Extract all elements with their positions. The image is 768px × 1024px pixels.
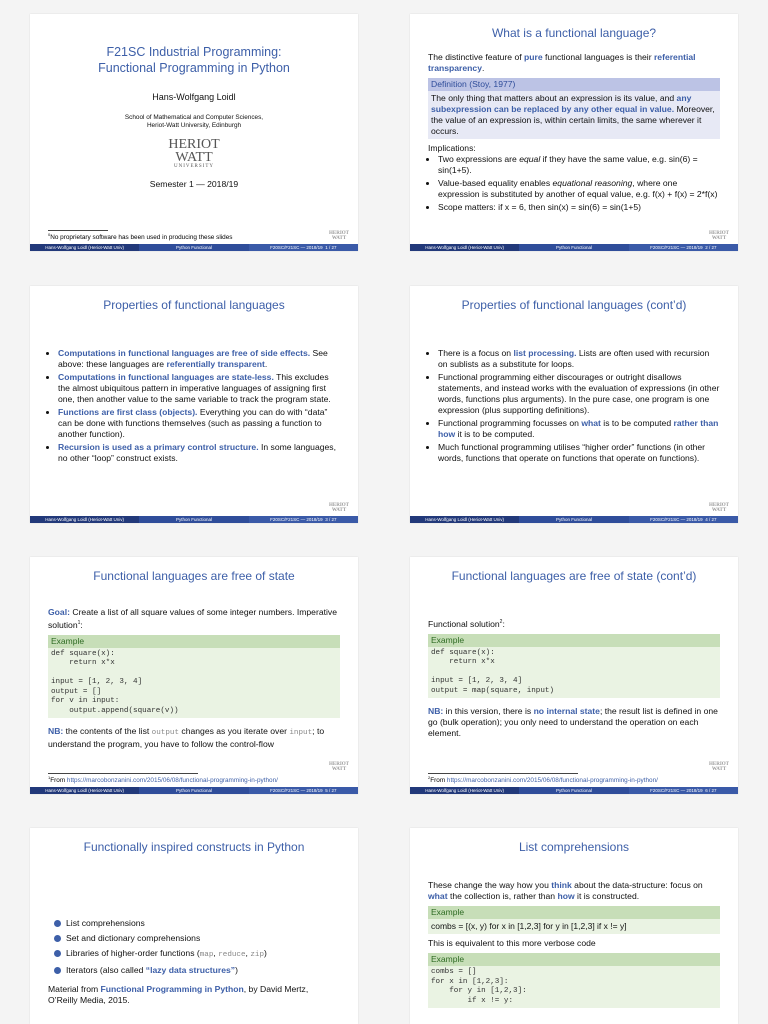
equivalent-text: This is equivalent to this more verbose code	[428, 938, 596, 948]
list-item	[54, 916, 340, 931]
implications-label: Implications:	[428, 143, 476, 153]
item-emph: Computations in functional languages are state-less.	[58, 372, 274, 382]
intro-emph-2: what	[428, 891, 448, 901]
slide-body	[48, 916, 340, 1006]
inst-line-1: School of Mathematical and Computer Sciences,	[124, 114, 264, 121]
logo-line-2: WATT	[175, 150, 213, 165]
slide-8	[410, 828, 738, 1024]
item-sep: ,	[213, 948, 219, 958]
constructs-list	[54, 916, 340, 978]
item-emph: Functions are first class (objects).	[58, 407, 198, 417]
goal-text: Create a list of all square values of some integer numbers. Imperative solution	[48, 607, 337, 630]
list-item	[438, 418, 720, 440]
logo-text-1: HERIOT	[708, 503, 729, 508]
item-emph: “lazy data structures”	[145, 965, 236, 975]
logo-line-1: HERIOT	[168, 137, 220, 152]
example-body	[428, 966, 720, 1008]
page-number: 4 / 27	[705, 517, 717, 522]
intro-paragraph	[428, 617, 720, 630]
def-text-2: Moreover, the value of an expression is, within certain limits, the same wherever it occurs.	[431, 104, 715, 136]
item-emph: what	[581, 418, 601, 428]
logo-text-2: WATT	[331, 236, 347, 241]
nb-label: NB:	[48, 726, 64, 737]
footnote	[48, 773, 278, 784]
footnote-text: From	[430, 777, 447, 784]
item-text: Functional programming focusses on	[438, 418, 582, 428]
material-text: Material from	[48, 984, 101, 994]
semester: Semester 1 — 2018/19	[149, 179, 239, 189]
footer-course	[249, 516, 358, 523]
watermark-logo	[326, 231, 352, 241]
intro-end: .	[481, 63, 485, 73]
footer-course	[629, 787, 738, 794]
footer-course-text: F20SC/F21SC — 2018/19	[270, 517, 323, 522]
watermark-logo	[326, 503, 352, 513]
slide-title: What is a functional language?	[491, 26, 657, 40]
footer-author: Hans-Wolfgang Loidl (Heriot-Watt Univ)	[410, 244, 519, 251]
item-text: This excludes the almost ubiquitous pattern in imperative languages of assigning first one, then another value to the same variable to track the program state.	[58, 372, 331, 404]
title-line-1: F21SC Industrial Programming:	[106, 45, 282, 59]
item-text-3: it is to be computed.	[455, 429, 535, 439]
properties-list	[428, 348, 720, 464]
bullet-icon	[54, 920, 61, 927]
page-number: 5 / 27	[325, 788, 337, 793]
institution	[30, 114, 358, 130]
footer-author: Hans-Wolfgang Loidl (Heriot-Watt Univ)	[30, 244, 139, 251]
slide-2	[410, 14, 738, 251]
example-body	[48, 648, 340, 719]
logo-text-1: HERIOT	[328, 762, 349, 767]
inline-code: map	[199, 951, 214, 959]
watermark-logo	[326, 762, 352, 772]
example-box	[48, 635, 340, 719]
item-text: Iterators (also called	[66, 965, 146, 975]
watermark-logo	[706, 762, 732, 772]
footer-title: Python Functional	[555, 245, 592, 250]
footnote-text: From	[50, 777, 67, 784]
inline-code: output	[151, 729, 180, 738]
example-box	[428, 906, 720, 934]
footer-title: Python Functional	[555, 788, 592, 793]
list-item	[58, 348, 340, 370]
def-text: The only thing that matters about an expression is its value, and	[431, 93, 677, 103]
intro-emph-rt: referential transparency	[428, 52, 696, 73]
intro-paragraph	[428, 52, 720, 74]
slide-4	[410, 286, 738, 523]
intro-text-2: functional languages is their	[542, 52, 654, 62]
example-body	[428, 647, 720, 699]
definition-body	[428, 91, 720, 139]
item-end: .	[264, 359, 268, 369]
footer-title: Python Functional	[175, 517, 212, 522]
item-emph: list processing.	[513, 348, 577, 358]
list-item	[54, 946, 340, 963]
code-block: def square(x): return x*x input = [1, 2, 3, 4] output = [] for v in input: output.append(square(v))	[51, 649, 179, 715]
author: Hans-Wolfgang Loidl	[152, 92, 236, 102]
example-box	[428, 634, 720, 699]
item-emph-2: referentially transparent	[166, 359, 265, 369]
intro-emph-pure: pure	[524, 52, 543, 62]
bullet-icon	[54, 967, 61, 974]
nb-text-2: ; the result list is defined in one go (bulk operation); you only need to understand the operation on each element.	[428, 706, 718, 739]
footer-bar	[30, 516, 358, 523]
material-emph: Functional Programming in Python	[100, 984, 244, 994]
footnote-link[interactable]: https://marcobonzanini.com/2015/06/08/functional-programming-in-python/	[66, 777, 278, 784]
intro-text-3: the collection is, rather than	[447, 891, 558, 901]
list-item	[438, 348, 720, 370]
logo-text-2: WATT	[711, 767, 727, 772]
logo-text-1: HERIOT	[328, 503, 349, 508]
example-body: combs = [(x, y) for x in [1,2,3] for y in [1,2,3] if x != y]	[431, 921, 627, 931]
page-number: 6 / 27	[705, 788, 717, 793]
list-item	[438, 154, 720, 176]
slide-title: Functionally inspired constructs in Python	[83, 840, 305, 854]
title-line-2: Functional Programming in Python	[98, 61, 290, 75]
list-item	[54, 963, 340, 978]
footnote-mark: 2	[428, 774, 431, 780]
logo-text-1: HERIOT	[708, 231, 729, 236]
logo-text-2: WATT	[331, 508, 347, 513]
inline-code: input	[289, 729, 313, 738]
logo-text-1: HERIOT	[708, 762, 729, 767]
footer-author: Hans-Wolfgang Loidl (Heriot-Watt Univ)	[410, 516, 519, 523]
item-text: Two expressions are	[438, 154, 520, 164]
example-header: Example	[428, 906, 720, 919]
slide-5	[30, 557, 358, 794]
list-item: • Functional programming either discourages or outright disallows statements, and instead works with the evaluation of expressions (in other words, functions plus arguments). In the pure case, one program is one expression (plus supporting definitions).	[438, 372, 720, 416]
slide-body	[428, 52, 720, 215]
list-item	[438, 178, 720, 200]
item-text: Everything you can do with “data” can be done with functions themselves (such as passing a function to another function).	[58, 407, 328, 439]
list-item	[58, 407, 340, 440]
implications-list	[428, 154, 720, 213]
footnote-ref: 2	[499, 619, 503, 625]
item-text-2: is to be computed	[600, 418, 674, 428]
material-text-2: , by David Mertz, O’Reilly Media, 2015.	[48, 984, 309, 1005]
slide-7	[30, 828, 358, 1024]
item-end: )	[264, 948, 267, 958]
intro-text: The distinctive feature of	[428, 52, 525, 62]
nb-text-3: ; to understand the program, you have to follow the control-flow	[48, 726, 325, 750]
item-text: See above: these languages are	[58, 348, 328, 369]
item-text-2: if they have the same value, e.g. sin(6) = sin(1+5).	[438, 154, 698, 175]
item-text: Value-based equality enables	[438, 178, 553, 188]
footer-course	[249, 244, 358, 251]
properties-list	[48, 348, 340, 464]
code-block: def square(x): return x*x input = [1, 2, 3, 4] output = map(square, input)	[431, 648, 555, 695]
page-number: 1 / 27	[325, 245, 337, 250]
slide-body	[48, 348, 340, 466]
inst-line-2: Heriot-Watt University, Edinburgh	[146, 122, 242, 129]
logo-text-1: HERIOT	[328, 231, 349, 236]
watermark-logo	[706, 231, 732, 241]
example-header: Example	[428, 634, 720, 647]
page-number: 3 / 27	[325, 517, 337, 522]
watermark-logo	[706, 503, 732, 513]
bullet-icon	[54, 950, 61, 957]
slide-title: Functional languages are free of state (cont’d)	[451, 569, 697, 583]
goal-end: :	[80, 619, 83, 630]
footer-title: Python Functional	[175, 245, 212, 250]
material-paragraph	[48, 984, 340, 1006]
list-item	[54, 931, 340, 946]
intro-emph: think	[551, 880, 572, 890]
nb-text: in this version, there is	[443, 706, 534, 717]
definition-header: Definition (Stoy, 1977)	[428, 78, 720, 91]
footer-course	[629, 244, 738, 251]
inline-code: zip	[250, 951, 264, 959]
nb-label: NB:	[428, 706, 444, 717]
slide-6	[410, 557, 738, 794]
example-box-2	[428, 953, 720, 1008]
footnote-rule	[48, 230, 108, 231]
nb-text: the contents of the list	[63, 726, 152, 737]
intro-text: Functional solution	[428, 618, 500, 629]
footer-author: Hans-Wolfgang Loidl (Heriot-Watt Univ)	[30, 787, 139, 794]
bullet-icon	[54, 935, 61, 942]
intro-paragraph	[428, 880, 720, 902]
slide-1	[30, 14, 358, 251]
footer-bar	[410, 787, 738, 794]
page-number: 2 / 27	[705, 245, 717, 250]
item-text: List comprehensions	[66, 918, 145, 928]
footnote-mark: 0	[48, 231, 51, 237]
def-emph: any subexpression can be replaced by any other equal in value.	[431, 93, 692, 114]
intro-text-4: it is constructed.	[574, 891, 640, 901]
slide-body	[428, 348, 720, 466]
footnote-text: No proprietary software has been used in producing these slides	[50, 234, 233, 241]
footnote-mark: 1	[48, 774, 51, 780]
footer-title: Python Functional	[555, 517, 592, 522]
footer-course	[629, 516, 738, 523]
item-emph: Computations in functional languages are free of side effects.	[58, 348, 311, 358]
footer-author: Hans-Wolfgang Loidl (Heriot-Watt Univ)	[30, 516, 139, 523]
slide-title: Properties of functional languages	[103, 298, 285, 312]
footer-bar	[30, 787, 358, 794]
nb-text-2: changes as you iterate over	[179, 726, 290, 737]
goal-paragraph	[48, 607, 340, 631]
slide-body	[428, 617, 720, 739]
intro-emph-3: how	[557, 891, 575, 901]
slide-body	[428, 880, 720, 1012]
list-item: • Scope matters: if x = 6, then sin(x) = sin(6) = sin(1+5)	[438, 202, 720, 213]
intro-text-2: about the data-structure: focus on	[571, 880, 703, 890]
footer-course-text: F20SC/F21SC — 2018/19	[650, 245, 703, 250]
footer-bar	[410, 244, 738, 251]
slide-3	[30, 286, 358, 523]
footer-title: Python Functional	[175, 788, 212, 793]
footnote-ref: 1	[77, 620, 81, 626]
logo-line-3: UNIVERSITY	[174, 164, 214, 169]
list-item: • Much functional programming utilises “higher order” functions (in other words, functions that operate on functions that operate on functions).	[438, 442, 720, 464]
goal-label: Goal:	[48, 607, 70, 617]
slide-title: Functional languages are free of state	[93, 569, 295, 583]
nb-emph: no internal state	[533, 706, 600, 717]
item-end: )	[235, 965, 238, 975]
item-emph-2: rather than how	[438, 418, 719, 439]
footnote-link[interactable]: https://marcobonzanini.com/2015/06/08/functional-programming-in-python/	[446, 777, 658, 784]
logo-text-2: WATT	[711, 508, 727, 513]
item-emph: equational reasoning	[552, 178, 633, 188]
item-emph: Recursion is used as a primary control structure.	[58, 442, 259, 452]
item-text: Libraries of higher-order functions (	[66, 948, 200, 958]
item-text: In some languages, no other “loop” construct exists.	[58, 442, 336, 463]
list-item	[58, 442, 340, 464]
footnote	[48, 229, 340, 241]
footer-course	[249, 787, 358, 794]
item-text: Set and dictionary comprehensions	[66, 933, 201, 943]
intro-end: :	[502, 618, 505, 629]
list-item	[58, 372, 340, 405]
inline-code: reduce	[218, 951, 246, 959]
definition-box	[428, 78, 720, 139]
example-header: Example	[428, 953, 720, 966]
item-text-2: , where one expression is substituted by another of equal value, e.g. f(x) + f(x) = 2*f(x)	[438, 178, 718, 199]
item-text-2: Lists are often used with recursion on sublists as a substitute for loops.	[438, 348, 710, 369]
item-emph: equal	[519, 154, 541, 164]
footer-bar	[410, 516, 738, 523]
footnote	[428, 773, 658, 784]
footer-bar	[30, 244, 358, 251]
logo-text-2: WATT	[331, 767, 347, 772]
footer-course-text: F20SC/F21SC — 2018/19	[270, 788, 323, 793]
nb-paragraph	[428, 706, 720, 739]
intro-text: These change the way how you	[428, 880, 552, 890]
item-sep: ,	[245, 948, 251, 958]
footer-course-text: F20SC/F21SC — 2018/19	[650, 517, 703, 522]
logo-text-2: WATT	[711, 236, 727, 241]
university-logo	[30, 138, 358, 169]
item-text: There is a focus on	[438, 348, 514, 358]
slide-title: List comprehensions	[518, 840, 630, 854]
slide-title	[30, 44, 358, 76]
code-block: combs = [] for x in [1,2,3]: for y in [1,2,3]: if x != y:	[431, 968, 527, 1005]
footer-course-text: F20SC/F21SC — 2018/19	[270, 245, 323, 250]
slide-title: Properties of functional languages (cont’d)	[461, 298, 687, 312]
footer-course-text: F20SC/F21SC — 2018/19	[650, 788, 703, 793]
example-header: Example	[48, 635, 340, 648]
footer-author: Hans-Wolfgang Loidl (Heriot-Watt Univ)	[410, 787, 519, 794]
slide-body	[48, 607, 340, 750]
nb-paragraph	[48, 726, 340, 750]
